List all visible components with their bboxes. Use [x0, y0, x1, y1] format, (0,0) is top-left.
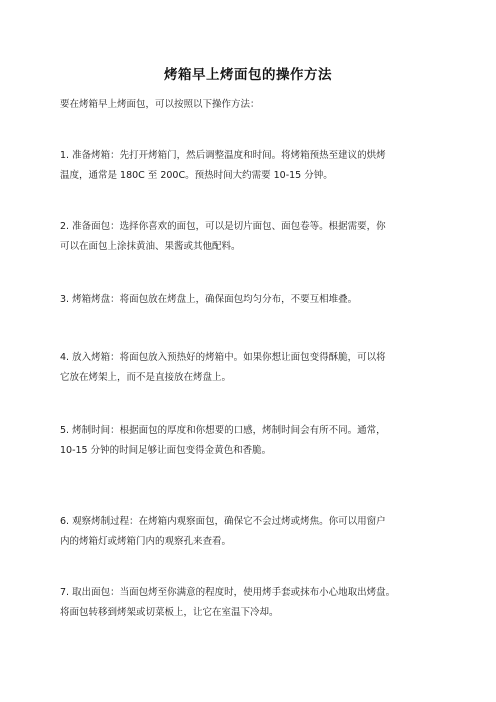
step-4-paragraph	[60, 348, 440, 388]
step-7-line-1: 7. 取出面包：当面包烤至你满意的程度时，使用烤手套或抹布小心地取出烤盘。	[60, 587, 396, 598]
step-1-paragraph	[60, 146, 440, 186]
step-2-paragraph	[60, 217, 440, 257]
step-5-paragraph	[60, 421, 440, 461]
step-1-line-1: 1. 准备烤箱：先打开烤箱门，然后调整温度和时间。将烤箱预热至建议的烘烤	[60, 150, 386, 161]
step-6-line-1: 6. 观察烤制过程：在烤箱内观察面包，确保它不会过烤或烤焦。你可以用窗户	[60, 516, 386, 527]
step-3-line-1: 3. 烤箱烤盘：将面包放在烤盘上，确保面包均匀分布，不要互相堆叠。	[60, 294, 358, 305]
step-6-paragraph	[60, 512, 440, 552]
step-5-line-2: 10-15 分钟的时间足够让面包变得金黄色和香脆。	[60, 445, 272, 456]
step-4-line-1: 4. 放入烤箱：将面包放入预热好的烤箱中。如果你想让面包变得酥脆，可以将	[60, 352, 386, 363]
step-1-line-2: 温度，通常是 180C 至 200C。预热时间大约需要 10-15 分钟。	[60, 170, 333, 181]
step-2-line-2: 可以在面包上涂抹黄油、果酱或其他配料。	[60, 241, 241, 252]
step-7-paragraph	[60, 583, 440, 623]
step-6-line-2: 内的烤箱灯或烤箱门内的观察孔来查看。	[60, 536, 232, 547]
document-title: 烤箱早上烤面包的操作方法	[164, 67, 332, 83]
intro-paragraph: 要在烤箱早上烤面包，可以按照以下操作方法：	[60, 99, 260, 110]
step-5-line-1: 5. 烤制时间：根据面包的厚度和你想要的口感，烤制时间会有所不同。通常，	[60, 425, 386, 436]
step-3-paragraph	[60, 290, 440, 310]
step-4-line-2: 它放在烤架上，而不是直接放在烤盘上。	[60, 372, 232, 383]
step-2-line-1: 2. 准备面包：选择你喜欢的面包，可以是切片面包、面包卷等。根据需要，你	[60, 221, 386, 232]
step-7-line-2: 将面包转移到烤架或切菜板上，让它在室温下冷却。	[60, 607, 279, 618]
